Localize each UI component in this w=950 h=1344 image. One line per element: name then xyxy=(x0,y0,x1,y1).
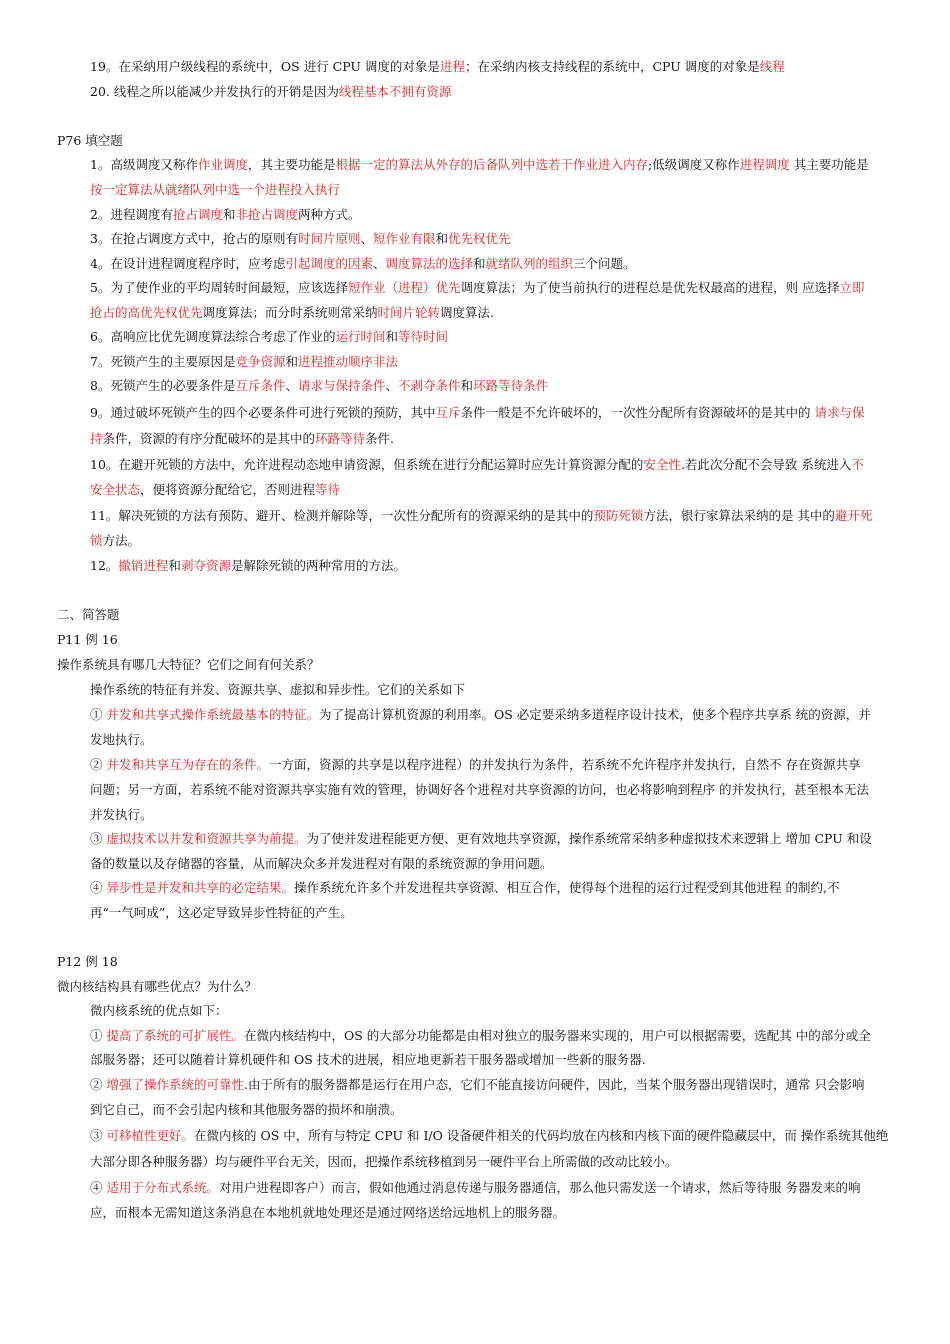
text-segment: 是解除死锁的两种常用的方法。 xyxy=(230,558,406,573)
text-segment: 备的数量以及存储器的容量，从而解决众多并发进程对有限的系统资源的争用问题。 xyxy=(90,856,553,871)
text-segment: 其主要功能是 xyxy=(789,157,869,172)
text-segment: 条件一般是不允许破坏的，一次性分配所有资源破坏的是其中的 xyxy=(460,405,815,420)
text-segment: 两种方式。 xyxy=(298,207,361,222)
text-segment: 调度算法. xyxy=(440,305,495,320)
highlight-answer: 可移植性更好。 xyxy=(106,1128,194,1143)
text-segment: 和 xyxy=(460,378,474,393)
answer-line xyxy=(90,731,153,749)
fill-line xyxy=(90,181,340,199)
text-segment: 11。解决死锁的方法有预防、避开、检测并解除等，一次性分配所有的资源采纳的是其中的 xyxy=(90,508,594,523)
text-segment: 在微内核的 OS 中，所有与特定 CPU 和 I/O 设备硬件相关的代码均放在内核和内核下面的硬件隐藏层中，而 操作系统其他绝 xyxy=(194,1128,889,1143)
fill-line xyxy=(90,507,872,525)
qa-section-heading: 二、简答题 xyxy=(57,607,120,622)
highlight-answer: 提高了系统的可扩展性。 xyxy=(106,1028,244,1043)
text-segment: 为了提高计算机资源的利用率。OS 必定要采纳多道程序设计技术，使多个程序共享系 统的资源，并 xyxy=(319,707,871,722)
text-segment: 和 xyxy=(222,207,236,222)
highlight-answer: 并发和共享互为存在的条件。 xyxy=(106,757,269,772)
highlight-answer: 撤销进程 xyxy=(118,558,169,573)
text-segment: ② xyxy=(90,757,107,772)
text-segment: ，便将资源分配给它，否则进程 xyxy=(140,482,316,497)
text-segment: ④ xyxy=(90,880,107,895)
text-segment: 、 xyxy=(360,231,373,246)
highlight-answer: 优先权优先 xyxy=(448,231,511,246)
example-ref: P11 例 16 xyxy=(57,632,118,647)
answer-line xyxy=(90,904,353,922)
fill-line xyxy=(90,377,548,395)
fill-line xyxy=(90,532,140,550)
answer-line xyxy=(90,879,839,897)
answer-line xyxy=(90,1204,565,1222)
highlight-answer: 进程推动顺序非法 xyxy=(298,354,399,369)
text-segment: 条件. xyxy=(365,431,395,446)
highlight-answer: 避开死 xyxy=(834,508,873,523)
text-segment: 调度算法；为了使当前执行的进程总是优先权最高的进程，则 应选择 xyxy=(460,280,840,295)
answer-line xyxy=(90,781,869,799)
fill-line xyxy=(90,230,511,248)
answer-line xyxy=(90,1153,678,1171)
highlight-answer: 时间片原则 xyxy=(297,231,361,246)
text-segment: 、 xyxy=(372,256,386,271)
text-segment: 调度算法；而分时系统则常采纳 xyxy=(202,305,378,320)
text-segment: 对用户进程即客户）而言，假如他通过消息传递与服务器通信，那么他只需发送一个请求，然后等待服 务器发来的响 xyxy=(219,1180,861,1195)
text-segment: 在微内核结构中，OS 的大部分功能都是由相对独立的服务器来实现的，用户可以根据需要，选配其 中的部分或全 xyxy=(244,1028,871,1043)
text-segment: 和 xyxy=(168,558,181,573)
item-19-text xyxy=(106,59,785,74)
fill-section-heading: P76 填空题 xyxy=(57,133,123,148)
highlight-answer: 非抢占调度 xyxy=(235,207,299,222)
answer-intro: 操作系统的特征有并发、资源共享、虚拟和异步性。它们的关系如下 xyxy=(90,682,466,697)
text-segment: 并发执行。 xyxy=(90,807,153,822)
text-segment: 三个问题。 xyxy=(573,256,636,271)
answer-line xyxy=(90,1127,888,1145)
highlight-answer: 安全性 xyxy=(643,457,681,472)
text-segment: 4。在设计进程调度程序时，应考虑 xyxy=(90,256,286,271)
text-segment: 8。死锁产生的必要条件是 xyxy=(90,378,236,393)
fill-line xyxy=(90,255,636,273)
fill-line xyxy=(90,156,869,174)
text-segment: 为了使并发进程能更方便、更有效地共享资源，操作系统常采纳多种虚拟技术来逻辑上 增加 CPU 和设 xyxy=(306,831,872,846)
highlight-answer: 等待 xyxy=(315,482,341,497)
highlight-answer: 抢占的高优先权优先 xyxy=(90,305,203,320)
text-segment: 一方面，资源的共享是以程序进程）的并发执行为条件，若系统不允许程序并发执行，自然不 存在资源共享 xyxy=(269,757,861,772)
highlight-answer: 短作业有限 xyxy=(373,231,436,246)
answer-line xyxy=(90,1051,646,1069)
text-segment: ，其主要功能是 xyxy=(247,157,336,172)
highlight-answer: 引起调度的因素 xyxy=(285,256,373,271)
fill-line xyxy=(90,557,406,575)
fill-line xyxy=(90,279,864,297)
fill-line xyxy=(90,430,394,448)
fill-line xyxy=(90,328,448,346)
text-segment: ③ xyxy=(90,1128,107,1143)
highlight-answer: 环路等待 xyxy=(315,431,366,446)
highlight-answer: 互斥条件 xyxy=(235,378,286,393)
highlight-answer: 增强了操作系统的可靠性 xyxy=(106,1077,244,1092)
text-segment: 10。在避开死锁的方法中，允许进程动态地申请资源，但系统在进行分配运算时应先计算资源分配的 xyxy=(90,457,644,472)
highlight-answer: 就绪队列的组织 xyxy=(485,256,574,271)
text-segment: . 线程之所以能减少并发执行的开销是因为 xyxy=(105,84,339,99)
highlight-answer: 时间片轮转 xyxy=(377,305,441,320)
item-20: 20. 线程之所以能减少并发执行的开销是因为线程基本不拥有资源 xyxy=(90,84,452,99)
text-segment: 12。 xyxy=(90,558,119,573)
text-segment: 和 xyxy=(473,256,486,271)
answer-line xyxy=(90,1179,860,1197)
highlight-answer: 剥夺资源 xyxy=(180,558,231,573)
highlight-answer: 锁 xyxy=(90,533,103,548)
text-segment: ② xyxy=(90,1077,107,1092)
highlight-answer: 并发和共享式操作系统最基本的特征。 xyxy=(106,707,319,722)
fill-line xyxy=(90,304,494,322)
text-segment: 7。死锁产生的主要原因是 xyxy=(90,354,236,369)
highlight-answer: 进程调度 xyxy=(739,157,790,172)
highlight-answer: 异步性是并发和共享的必定结果。 xyxy=(106,880,294,895)
text-segment: 9。通过破坏死锁产生的四个必要条件可进行死锁的预防，其中 xyxy=(90,405,436,420)
text-segment: ① xyxy=(90,1028,107,1043)
highlight-answer: 竞争资源 xyxy=(235,354,286,369)
text-segment: 操作系统允许多个并发进程共享资源、相互合作，使得每个进程的运行过程受到其他进程 的制约,不 xyxy=(294,880,840,895)
text-segment: 、 xyxy=(285,378,298,393)
question: 微内核结构具有哪些优点？为什么？ xyxy=(57,979,258,994)
highlight-answer: 虚拟技术以并发和资源共享为前提。 xyxy=(106,831,307,846)
item-20-text xyxy=(106,84,451,99)
text-segment: 6。高响应比优先调度算法综合考虑了作业的 xyxy=(90,329,336,344)
highlight-answer: 等待时间 xyxy=(398,329,449,344)
text-segment: 大部分即各种服务器）均与硬件平台无关，因而，把操作系统移植到另一硬件平台上所需做的改动比较小。 xyxy=(90,1154,678,1169)
text-segment: .由于所有的服务器都是运行在用户态，它们不能直接访问硬件，因此，当某个服务器出现错误时，通常 只会影响 xyxy=(244,1077,865,1092)
highlight-answer: 安全状态 xyxy=(90,482,141,497)
text-segment: 条件，资源的有序分配破坏的是其中的 xyxy=(102,431,316,446)
text-segment: 1。高级调度又称作 xyxy=(90,157,198,172)
highlight-answer: 运行时间 xyxy=(335,329,386,344)
item-19: 19。在采纳用户级线程的系统中，OS 进行 CPU 调度的对象是进程；在采纳内核支持线程的系统中，CPU 调度的对象是线程 xyxy=(90,59,785,74)
text-segment: .若此次分配不会导致 系统进入 xyxy=(680,457,852,472)
answer-line xyxy=(90,1101,403,1119)
highlight-answer: 不剥夺条件 xyxy=(398,378,461,393)
highlight-answer: 持 xyxy=(90,431,103,446)
highlight-answer: 预防死锁 xyxy=(593,508,644,523)
example-ref: P12 例 18 xyxy=(57,954,118,969)
answer-line xyxy=(90,706,871,724)
highlight-answer: 作业调度 xyxy=(197,157,248,172)
text-segment: 2。进程调度有 xyxy=(90,207,173,222)
text-segment: 方法。 xyxy=(102,533,141,548)
highlight-answer: 立即 xyxy=(839,280,865,295)
answer-line xyxy=(90,1027,871,1045)
answer-line xyxy=(90,756,860,774)
fill-line xyxy=(90,456,864,474)
text-segment: ；在采纳内核支持线程的系统中，CPU 调度的对象是 xyxy=(464,59,760,74)
answer-line xyxy=(90,1076,864,1094)
text-segment: 和 xyxy=(285,354,298,369)
text-segment: 和 xyxy=(435,231,449,246)
highlight-answer: 请求与保 xyxy=(814,405,865,420)
highlight-answer: 进程 xyxy=(439,59,465,74)
text-segment: ④ xyxy=(90,1180,107,1195)
highlight-answer: 不 xyxy=(851,457,864,472)
highlight-answer: 短作业（进程）优先 xyxy=(347,280,461,295)
highlight-answer: 调度算法的选择 xyxy=(385,256,474,271)
highlight-answer: 抢占调度 xyxy=(172,207,223,222)
text-segment: 应，而根本无需知道这条消息在本地机就地处理还是通过网络送给远地机上的服务器。 xyxy=(90,1205,566,1220)
highlight-answer: 适用于分布式系统。 xyxy=(106,1180,219,1195)
text-segment: ;低级调度又称作 xyxy=(648,157,740,172)
highlight-answer: 按一定算法从就绪队列中选一个进程投入执行 xyxy=(90,182,341,197)
highlight-answer: 环路等待条件 xyxy=(473,378,549,393)
text-segment: 和 xyxy=(385,329,398,344)
fill-line xyxy=(90,404,864,422)
fill-line xyxy=(90,353,398,371)
text-segment: 方法，银行家算法采纳的是 其中的 xyxy=(643,508,835,523)
text-segment: 部服务器；还可以随着计算机硬件和 OS 技术的进展，相应地更新若干服务器或增加一些新的服务器. xyxy=(90,1052,646,1067)
text-segment: 到它自己，而不会引起内核和其他服务器的损坏和崩溃。 xyxy=(90,1102,403,1117)
text-segment: 。在采纳用户级线程的系统中，OS 进行 CPU 调度的对象是 xyxy=(105,59,440,74)
answer-line xyxy=(90,830,872,848)
text-segment: 5。为了使作业的平均周转时间最短，应该选择 xyxy=(90,280,348,295)
text-segment: ③ xyxy=(90,831,107,846)
text-segment: ① xyxy=(90,707,107,722)
text-segment: 问题；另一方面，若系统不能对资源共享实施有效的管理，协调好各个进程对共享资源的访问，也必将影响到程序 的并发执行，甚至根本无法 xyxy=(90,782,869,797)
text-segment: 3。在抢占调度方式中，抢占的原则有 xyxy=(90,231,298,246)
answer-line xyxy=(90,806,153,824)
highlight-answer: 请求与保持条件 xyxy=(298,378,386,393)
answer-intro: 微内核系统的优点如下： xyxy=(90,1003,228,1018)
highlight-answer: 线程基本不拥有资源 xyxy=(338,84,452,99)
text-segment: 、 xyxy=(385,378,399,393)
text-segment: 再“一气呵成”，这必定导致异步性特征的产生。 xyxy=(90,905,353,920)
answer-line xyxy=(90,855,553,873)
fill-line xyxy=(90,481,340,499)
question: 操作系统具有哪几大特征？它们之间有何关系？ xyxy=(57,657,320,672)
text-segment: 发地执行。 xyxy=(90,732,153,747)
highlight-answer: 根据一定的算法从外存的后备队列中选若干作业进入内存 xyxy=(335,157,649,172)
fill-line xyxy=(90,206,361,224)
highlight-answer: 互斥 xyxy=(435,405,461,420)
highlight-answer: 线程 xyxy=(759,59,785,74)
